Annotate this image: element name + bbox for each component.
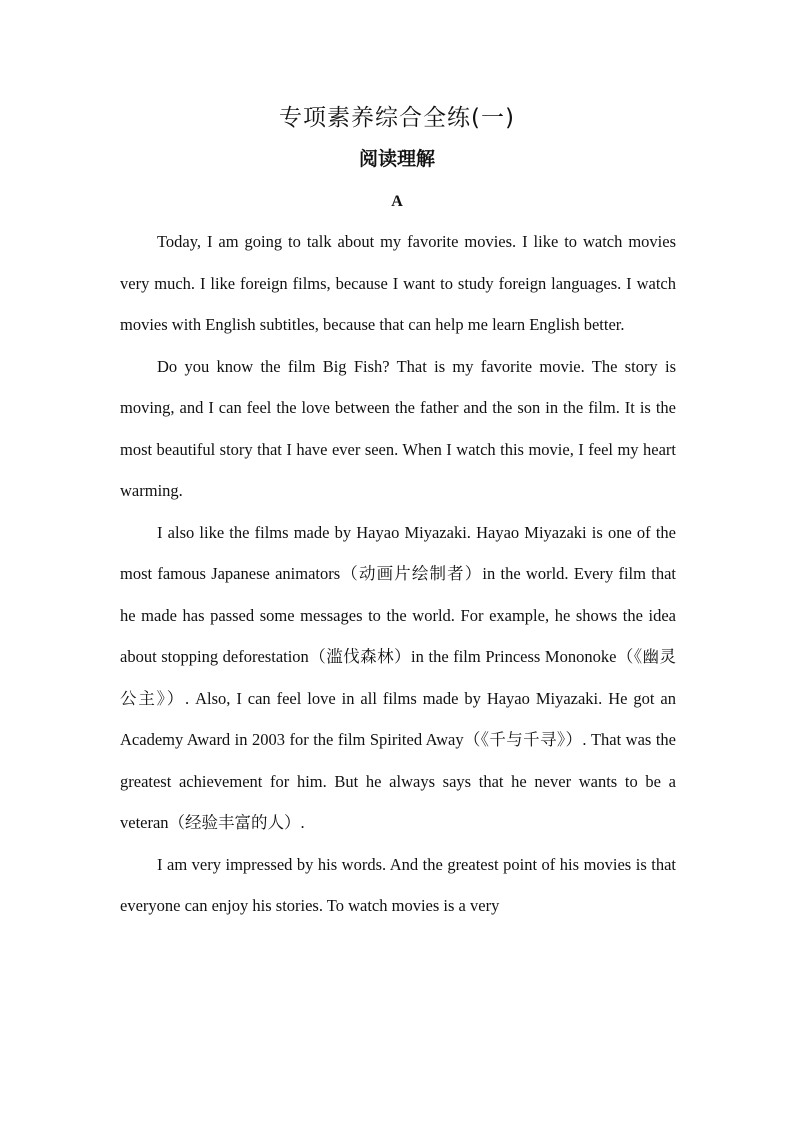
paragraph-4: I am very impressed by his words. And the greatest point of his movies is that everyone can enjoy his stories. To watch movies is a very: [120, 854, 676, 915]
passage-label: A: [391, 193, 403, 210]
paragraph-2: Do you know the film Big Fish? That is my favorite movie. The story is moving, and I can feel the love between the father and the son in the film. It is the most beautiful story that I have ever seen. When I watch this movie, I feel my heart warming.: [120, 356, 676, 500]
paragraph-1: Today, I am going to talk about my favorite movies. I like to watch movies very much. I like foreign films, because I want to study foreign languages. I watch movies with English subtitles, because that can help me learn English better.: [120, 232, 676, 334]
passage-body: [120, 221, 676, 927]
paragraph-3: I also like the films made by Hayao Miyazaki. Hayao Miyazaki is one of the most famous Japanese animators（动画片绘制者）in the world. Every film that he made has passed some messages to the world. For example, he shows the idea about stopping deforestation（滥伐森林）in the film Princess Mononoke（《幽灵公主》）. Also, I can feel love in all films made by Hayao Miyazaki. He got an Academy Award in 2003 for the film Spirited Away（《千与千寻》）. That was the greatest achievement for him. But he always says that he never wants to be a veteran（经验丰富的人）.: [120, 522, 676, 832]
page-title: 专项素养综合全练(一): [279, 105, 515, 131]
section-heading: 阅读理解: [358, 148, 435, 170]
